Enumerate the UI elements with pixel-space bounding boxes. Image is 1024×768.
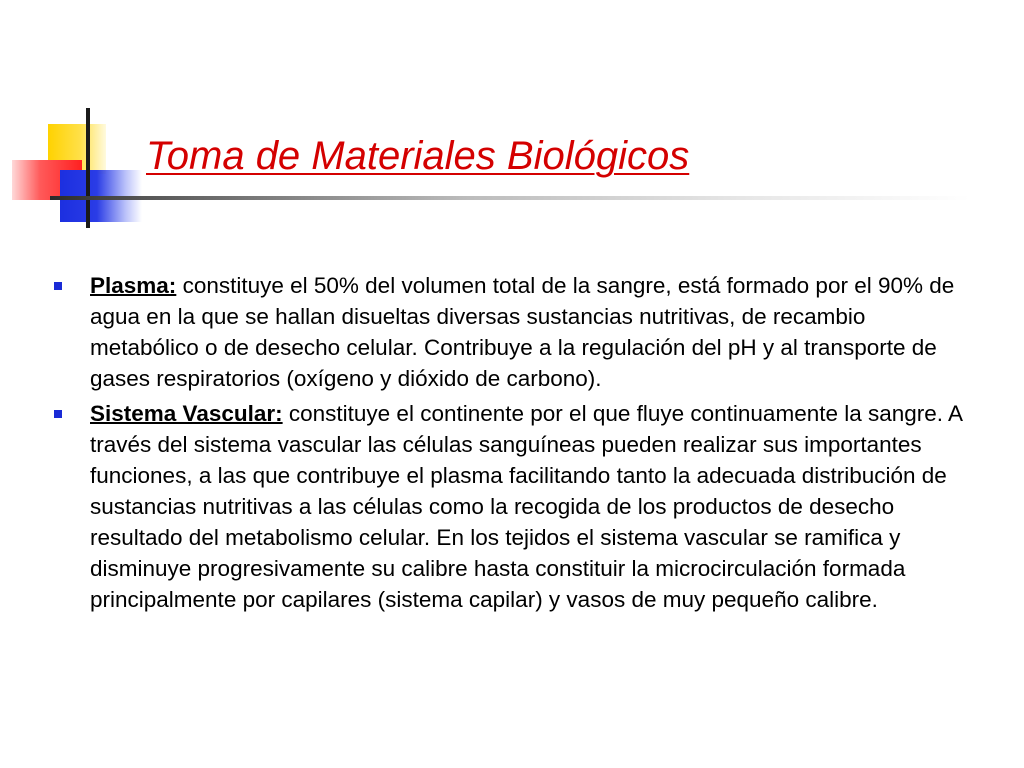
description-plasma: constituye el 50% del volumen total de la sangre, está formado por el 90% de agua en la que se hallan disueltas diversas sustancias nutritivas, de recambio metabólico o de desecho celular. Contribuye a la regulación del pH y al transporte de gases respiratorios (oxígeno y dióxido de carbono). (90, 273, 955, 391)
term-sistema-vascular: Sistema Vascular: (90, 401, 283, 426)
list-item-sistema-vascular (48, 398, 978, 615)
title-divider-line (50, 196, 970, 200)
list-item-plasma (48, 270, 978, 394)
description-sistema-vascular: constituye el continente por el que fluye continuamente la sangre. A través del sistema vascular las células sanguíneas pueden realizar sus importantes funciones, a las que contribuye el plasma facilitando tanto la adecuada distribución de sustancias nutritivas a las células como la recogida de los productos de desecho resultado del metabolismo celular. En los tejidos el sistema vascular se ramifica y disminuye progresivamente su calibre hasta constituir la microcirculación formada principalmente por capilares (sistema capilar) y vasos de muy pequeño calibre. (90, 401, 962, 612)
bullet-list (48, 270, 978, 619)
slide-title: Toma de Materiales Biológicos (146, 134, 690, 178)
decorative-vertical-line (86, 108, 90, 228)
term-plasma: Plasma: (90, 273, 177, 298)
square-bullet-icon (54, 282, 62, 290)
square-bullet-icon (54, 410, 62, 418)
